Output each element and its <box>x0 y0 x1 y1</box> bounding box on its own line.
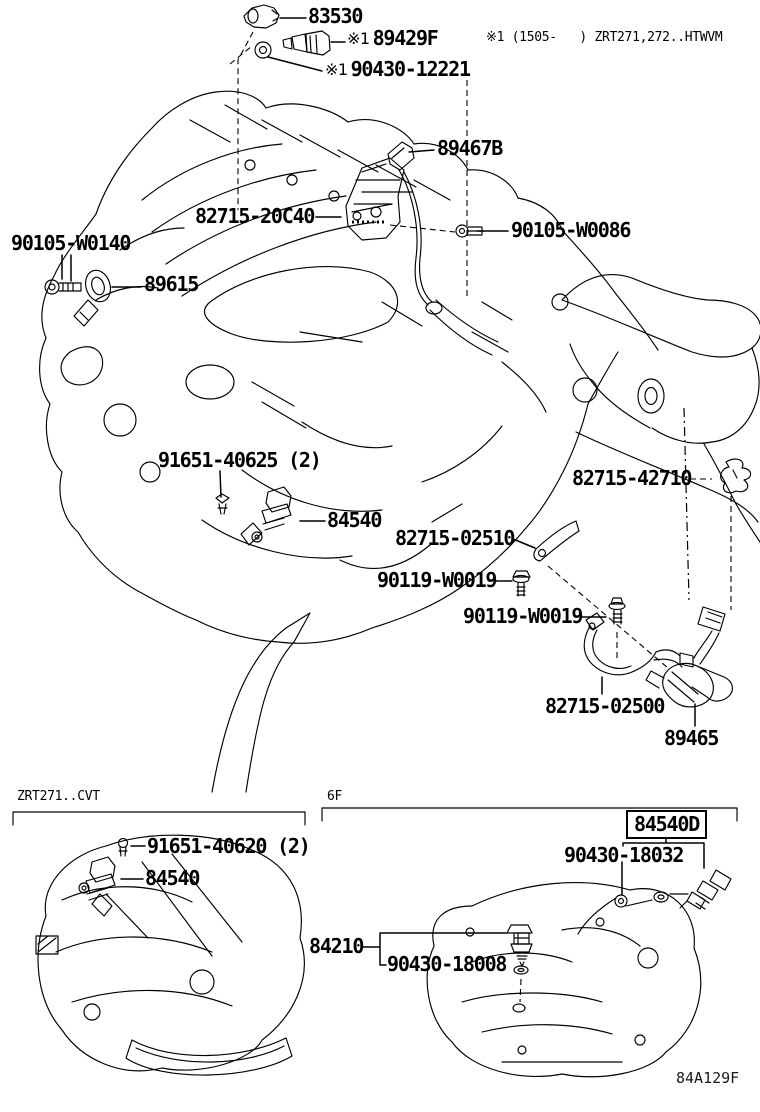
fitting-90430-18032-icon <box>615 895 627 907</box>
label-90119-w0019-a-text: 90119-W0019 <box>377 568 497 592</box>
label-90119-w0019-b-text: 90119-W0019 <box>463 604 583 628</box>
label-82715-20c40 <box>195 206 314 226</box>
label-90119-w0019-a <box>377 570 496 590</box>
label-90430-12221-text: 90430-12221 <box>350 57 470 81</box>
label-91651-40625-text: 91651-40625 (2) <box>158 448 321 472</box>
label-82715-02510 <box>395 528 514 548</box>
label-84540-cvt <box>145 868 199 888</box>
transmission-6f-drawing <box>427 883 701 1077</box>
label-84540d-text: 84540D <box>634 812 700 836</box>
label-90430-18032 <box>564 845 683 865</box>
label-91651-40625 <box>158 450 321 470</box>
label-82715-02510-text: 82715-02510 <box>395 526 515 550</box>
label-90430-18032-text: 90430-18032 <box>564 843 684 867</box>
label-83530 <box>308 6 362 26</box>
note-variant-htwvm-text: ※1 (1505- ) ZRT271,272..HTWVM <box>486 30 723 45</box>
label-89615-text: 89615 <box>144 272 199 296</box>
label-90105-w0086-text: 90105-W0086 <box>511 218 631 242</box>
grommet-90430-12221-icon <box>255 42 271 58</box>
label-90430-12221-prefix-mark: ※1 <box>325 60 348 79</box>
section-label-6f <box>327 790 342 805</box>
label-90430-18008-text: 90430-18008 <box>387 952 507 976</box>
label-91651-40620 <box>147 836 310 856</box>
label-84540-engine-text: 84540 <box>327 508 382 532</box>
oxygen-sensor-89465-icon <box>646 607 732 707</box>
label-84540-engine <box>327 510 381 530</box>
section-bracket-zrt271-cvt <box>13 812 305 825</box>
label-89429f-prefix-mark: ※1 <box>347 29 370 48</box>
label-89429f <box>347 28 438 48</box>
engine-drawing <box>40 91 658 643</box>
label-89467b-text: 89467B <box>437 136 503 160</box>
switch-84540d-icon <box>654 870 731 909</box>
bolt-91651-40625-icon <box>216 494 229 514</box>
label-82715-42710 <box>572 468 691 488</box>
drawing-code <box>676 1070 739 1087</box>
label-84540d <box>626 810 707 839</box>
label-90105-w0140-text: 90105-W0140 <box>11 231 131 255</box>
section-label-zrt271-cvt <box>17 790 100 805</box>
label-82715-42710-text: 82715-42710 <box>572 466 692 490</box>
clip-82715-42710-icon <box>721 459 751 493</box>
label-82715-02500 <box>545 696 664 716</box>
sensor-83530-icon <box>244 5 279 28</box>
label-89615 <box>144 274 198 294</box>
label-91651-40620-text: 91651-40620 (2) <box>147 834 310 858</box>
sensor-89429f-icon <box>283 31 330 55</box>
label-89467b <box>437 138 502 158</box>
bracket-82715-02500-icon <box>584 613 693 675</box>
bracket-82715-02510-icon <box>534 521 579 561</box>
label-90430-12221 <box>325 59 470 79</box>
section-label-zrt271-cvt-text: ZRT271..CVT <box>17 789 100 804</box>
label-82715-02500-text: 82715-02500 <box>545 694 665 718</box>
label-89465 <box>664 728 718 748</box>
label-89465-text: 89465 <box>664 726 719 750</box>
switch-84210-icon <box>507 925 532 966</box>
label-90105-w0140 <box>11 233 130 253</box>
label-84210 <box>309 936 363 956</box>
camshaft-position-sensor-89615-icon <box>74 267 114 326</box>
backup-lamp-switch-84540-cvt-icon <box>79 857 115 916</box>
label-90430-18008 <box>387 954 506 974</box>
label-90105-w0086 <box>511 220 630 240</box>
label-84210-text: 84210 <box>309 934 364 958</box>
bolt-90119-w0019-a-icon <box>513 571 530 596</box>
drawing-code-text: 84A129F <box>676 1069 740 1087</box>
exhaust-pipe-drawing <box>562 275 760 542</box>
label-90119-w0019-b <box>463 606 582 626</box>
backup-lamp-switch-84540-engine-icon <box>241 487 291 545</box>
label-84540-cvt-text: 84540 <box>145 866 200 890</box>
label-82715-20c40-text: 82715-20C40 <box>195 204 315 228</box>
label-83530-text: 83530 <box>308 4 363 28</box>
label-89429f-text: 89429F <box>372 26 438 50</box>
note-variant-htwvm <box>486 31 722 46</box>
section-label-6f-text: 6F <box>327 789 343 804</box>
